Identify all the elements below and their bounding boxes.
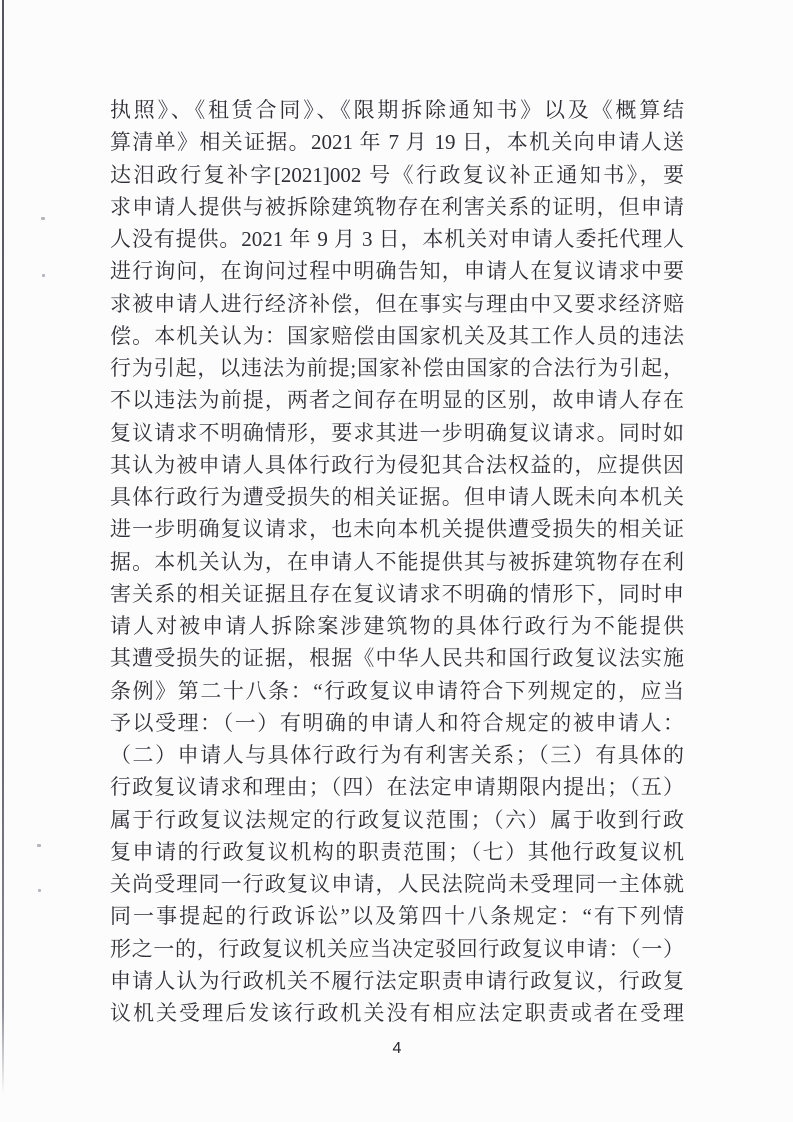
- text-line: 达汨政行复补字[2021]002 号《行政复议补正通知书》，要: [110, 162, 684, 187]
- text-line: 其遭受损失的证据，根据《中华人民共和国行政复议法实施: [110, 646, 684, 671]
- text-line: 害关系的相关证据且存在复议请求不明确的情形下，同时申: [110, 581, 684, 606]
- scan-speck: [38, 889, 41, 892]
- text-line: 申请人认为行政机关不履行法定职责申请行政复议，行政复: [110, 968, 684, 993]
- text-line: 行政复议请求和理由；（四）在法定申请期限内提出；（五）: [110, 775, 684, 800]
- text-line: 关尚受理同一行政复议申请，人民法院尚未受理同一主体就: [110, 872, 684, 896]
- text-line: 请人对被申请人拆除案涉建筑物的具体行政行为不能提供: [110, 614, 684, 638]
- text-line: 行为引起，以违法为前提;国家补偿由国家的合法行为引起，: [110, 356, 684, 380]
- text-line: 执照》、《租赁合同》、《限期拆除通知书》以及《概算结: [110, 98, 684, 122]
- text-line: 算清单》相关证据。2021 年 7 月 19 日，本机关向申请人送: [110, 130, 684, 155]
- text-line: 予以受理：（一）有明确的申请人和符合规定的被申请人：: [110, 710, 684, 735]
- page-number: 4: [392, 1040, 402, 1057]
- text-line: 进行询问，在询问过程中明确告知，申请人在复议请求中要: [110, 259, 684, 284]
- scan-edge-line: [2, 0, 4, 1094]
- document-body: [110, 94, 684, 1029]
- text-line: 属于行政复议法规定的行政复议范围；（六）属于收到行政: [110, 807, 684, 832]
- text-line: 偿。本机关认为：国家赔偿由国家机关及其工作人员的违法: [110, 323, 684, 348]
- text-line: 人没有提供。2021 年 9 月 3 日，本机关对申请人委托代理人: [110, 227, 684, 251]
- text-line: 复申请的行政复议机构的职责范围；（七）其他行政复议机: [110, 839, 684, 864]
- text-line: 求被申请人进行经济补偿，但在事实与理由中又要求经济赔: [110, 291, 684, 316]
- text-line: 议机关受理后发该行政机关没有相应法定职责或者在受理: [110, 1001, 684, 1025]
- text-line: 条例》第二十八条：“行政复议申请符合下列规定的，应当: [110, 678, 684, 703]
- scan-speck: [37, 844, 41, 847]
- text-line: 复议请求不明确情形，要求其进一步明确复议请求。同时如: [110, 420, 684, 445]
- text-line: （二）申请人与具体行政行为有利害关系；（三）有具体的: [110, 743, 684, 767]
- text-line: 形之一的，行政复议机关应当决定驳回行政复议申请：（一）: [110, 936, 684, 961]
- text-line: 同一事提起的行政诉讼”以及第四十八条规定：“有下列情: [110, 904, 684, 929]
- text-line: 具体行政行为遭受损失的相关证据。但申请人既未向本机关: [110, 485, 684, 509]
- text-line: 不以违法为前提，两者之间存在明显的区别，故申请人存在: [110, 388, 684, 413]
- scan-speck: [42, 274, 45, 277]
- text-line: 进一步明确复议请求，也未向本机关提供遭受损失的相关证: [110, 517, 684, 542]
- text-line: 求申请人提供与被拆除建筑物存在利害关系的证明，但申请: [110, 194, 684, 219]
- text-line: 其认为被申请人具体行政行为侵犯其合法权益的，应提供因: [110, 452, 684, 477]
- text-line: 据。本机关认为，在申请人不能提供其与被拆建筑物存在利: [110, 549, 684, 574]
- scan-speck: [41, 217, 45, 220]
